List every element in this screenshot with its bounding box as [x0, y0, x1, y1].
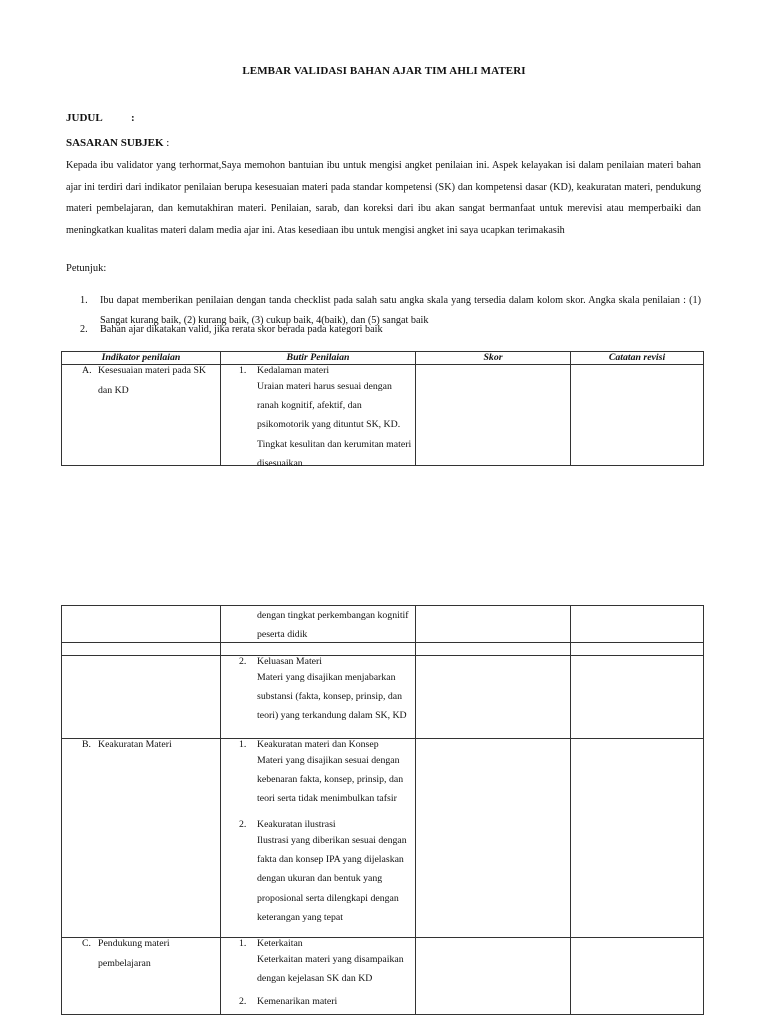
- indicator-letter: A.: [82, 365, 92, 376]
- butir-number: 1.: [239, 938, 247, 949]
- sasaran-subjek: [66, 137, 169, 149]
- table-row: [62, 656, 704, 739]
- butir-description: dengan tingkat perkembangan kognitif peserta didik: [257, 610, 409, 641]
- sasaran-colon: :: [163, 137, 170, 149]
- butir-number: 1.: [239, 739, 247, 750]
- butir-cell: [221, 606, 416, 643]
- header-skor: Skor: [416, 352, 571, 365]
- skor-cell[interactable]: [416, 938, 571, 1015]
- validation-table-part-2: [61, 605, 704, 1015]
- catatan-cell[interactable]: [571, 938, 704, 1015]
- table-row: [62, 938, 704, 1015]
- sasaran-label: SASARAN SUBJEK: [66, 137, 164, 149]
- catatan-cell[interactable]: [571, 606, 704, 643]
- butir-cell: [221, 365, 416, 469]
- indicator-letter: B.: [82, 739, 91, 750]
- indicator-text: Keakuratan Materi: [98, 739, 172, 750]
- butir-number: 2.: [239, 819, 247, 830]
- table-row: [62, 739, 704, 938]
- spacer-cell: [416, 643, 571, 656]
- spacer-cell: [221, 643, 416, 656]
- table-row: [62, 606, 704, 643]
- instruction-number: 1.: [80, 295, 88, 306]
- indicator-cell: [62, 365, 221, 466]
- catatan-cell[interactable]: [571, 365, 704, 466]
- skor-cell[interactable]: [416, 656, 571, 739]
- document-title: LEMBAR VALIDASI BAHAN AJAR TIM AHLI MATERI: [242, 65, 526, 77]
- judul-label: JUDUL: [66, 112, 103, 124]
- butir-description: Ilustrasi yang diberikan sesuai dengan fakta dan konsep IPA yang dijelaskan dengan ukuran dan bentuk yang proposional serta dilengkapi dengan keterangan yang tepat: [257, 835, 407, 923]
- butir-cell: [221, 938, 416, 1015]
- indicator-cell: [62, 739, 221, 938]
- indicator-cell: [62, 938, 221, 1015]
- instruction-number: 2.: [80, 324, 88, 335]
- instruction-text: Ibu dapat memberikan penilaian dengan tanda checklist pada salah satu angka skala yang tersedia dalam kolom skor. Angka skala penilaian : (1) Sangat kurang baik, (2) kurang baik, (3) cukup baik, 4(baik), dan (5) sangat baik: [100, 295, 701, 326]
- butir-cell: [221, 656, 416, 739]
- skor-cell[interactable]: [416, 739, 571, 938]
- butir-description: Uraian materi harus sesuai dengan ranah kognitif, afektif, dan psikomotorik yang dituntut SK, KD. Tingkat kesulitan dan kerumitan materi disesuaikan: [257, 381, 412, 469]
- butir-description: Materi yang disajikan menjabarkan substansi (fakta, konsep, prinsip, dan teori) yang terkandung dalam SK, KD: [257, 672, 407, 722]
- intro-paragraph: Kepada ibu validator yang terhormat,Saya memohon bantuian ibu untuk mengisi angket penilaian ini. Aspek kelayakan isi dalam penilaian materi bahan ajar ini terdiri dari indikator penilaian berupa kesesuaian materi pada standar kompetensi (SK) dan kompetensi dasar (KD), keakuratan materi, pendukung materi pembelajaran, dan kemutakhiran materi. Penilaian, sarab, dan koreksi dari ibu akan sangat bermanfaat untuk merevisi atau memperbaiki dan meningkatkan kualitas materi dalam media ajar ini. Atas kesediaan ibu untuk mengisi angket ini saya ucapkan terimakasih: [66, 160, 701, 236]
- table-row-spacer: [62, 643, 704, 656]
- butir-description: Materi yang disajikan sesuai dengan kebenaran fakta, konsep, prinsip, dan teori serta tidak menimbulkan tafsir: [257, 755, 404, 805]
- butir-number: 1.: [239, 365, 247, 376]
- butir-heading: Keakuratan ilustrasi: [257, 819, 336, 830]
- spacer-cell: [62, 643, 221, 656]
- butir-cell: [221, 739, 416, 938]
- instruction-text: Bahan ajar dikatakan valid, jika rerata skor berada pada kategori baik: [100, 324, 383, 335]
- butir-number: 2.: [239, 996, 247, 1007]
- skor-cell[interactable]: [416, 365, 571, 466]
- indicator-letter: C.: [82, 938, 91, 949]
- butir-description: Keterkaitan materi yang disampaikan dengan kejelasan SK dan KD: [257, 954, 404, 985]
- butir-heading: Keakuratan materi dan Konsep: [257, 739, 379, 750]
- catatan-cell[interactable]: [571, 656, 704, 739]
- petunjuk-label: Petunjuk:: [66, 263, 107, 274]
- catatan-cell[interactable]: [571, 739, 704, 938]
- indicator-cell: [62, 606, 221, 643]
- butir-heading: Keluasan Materi: [257, 656, 323, 667]
- header-catatan: Catatan revisi: [571, 352, 704, 365]
- judul-colon: :: [131, 112, 135, 124]
- header-butir: Butir Penilaian: [221, 352, 416, 365]
- butir-number: 2.: [239, 656, 247, 667]
- validation-table-part-1: [61, 351, 704, 469]
- butir-heading: Kedalaman materi: [257, 365, 330, 376]
- indicator-cell: [62, 656, 221, 739]
- header-indikator: Indikator penilaian: [62, 352, 221, 365]
- indicator-text: Kesesuaian materi pada SK dan KD: [98, 365, 207, 396]
- skor-cell[interactable]: [416, 606, 571, 643]
- indicator-text: Pendukung materi pembelajaran: [98, 938, 170, 969]
- butir-heading: Keterkaitan: [257, 938, 303, 949]
- butir-heading: Kemenarikan materi: [257, 996, 338, 1007]
- table-row: [62, 365, 704, 466]
- spacer-cell: [571, 643, 704, 656]
